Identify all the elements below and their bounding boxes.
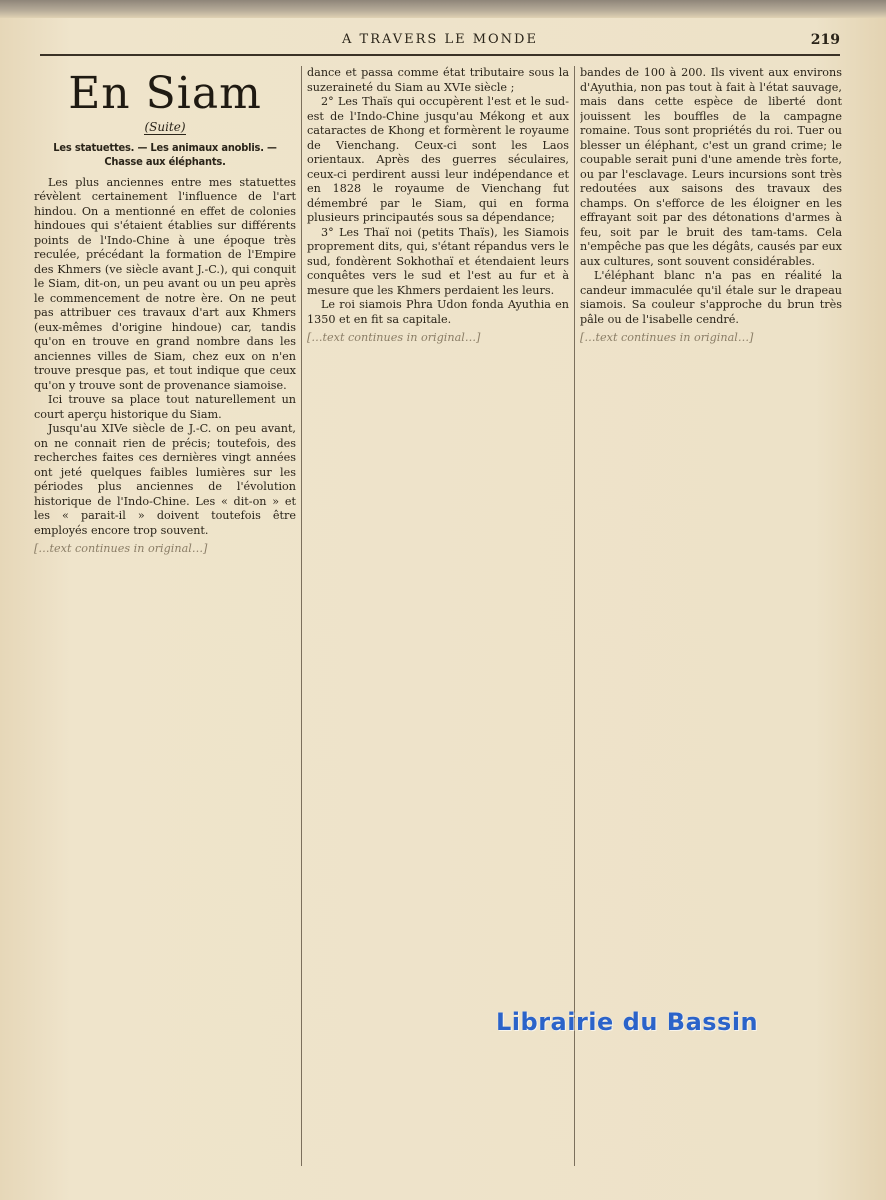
paragraph: Jusqu'au XIVe siècle de J.-C. on peu avant, on ne connait rien de précis; toutefois, des recherches faites ces dernières vingt années ont jeté quelques faibles lumières sur les périodes plus anciennes de l'évolution historique de l'Indo-Chine. Les « dit-on » et les « parait-il » doivent toutefois être employés encore trop souvent. (34, 422, 296, 537)
paragraph-continued: bandes de 100 à 200. Ils vivent aux environs d'Ayuthia, non pas tout à fait à l'état sauvage, mais dans cette espèce de liberté dont jouissent les bouffles de la campagne romaine. Tous sont propriétés du roi. Tuer ou blesser un éléphant, c'est un grand crime; le coupable serait puni d'une amende très forte, ou par l'esclavage. Leurs incursions sont très redoutées aux saisons des travaux des champs. On s'efforce de les éloigner en les effrayant soit par des détonations d'armes à feu, soit par le bruit des tam-tams. Cela n'empêche pas que les dégâts, causés par eux aux cultures, sont souvent considérables. (580, 66, 842, 268)
page-header (40, 30, 840, 56)
page-number: 219 (810, 32, 840, 48)
article-title: En Siam (68, 68, 262, 119)
page-top-edge (0, 0, 886, 18)
article-continuation (34, 120, 296, 135)
continuation-label: (Suite) (144, 120, 186, 134)
column-divider (574, 66, 575, 1166)
column-1 (34, 66, 296, 1176)
watermark: Librairie du Bassin (496, 1008, 759, 1036)
paragraph: Le roi siamois Phra Udon fonda Ayuthia en 1350 et en fit sa capitale. (307, 298, 569, 326)
column-divider (301, 66, 302, 1166)
truncation-note: […text continues in original…] (307, 331, 481, 344)
truncation-note: […text continues in original…] (580, 331, 754, 344)
paragraph: 3° Les Thaï noi (petits Thaïs), les Siamois proprement dits, qui, s'étant répandus vers le sud, fondèrent Sokhothaï et étendaient leurs conquêtes vers le sud et l'est au fur et à mesure que les Khmers perdaient les leurs. (307, 225, 569, 297)
paragraph: L'éléphant blanc n'a pas en réalité la candeur immaculée qu'il étale sur le drapeau siamois. Sa couleur s'approche du brun très pâle ou de l'isabelle cendré. (580, 269, 842, 326)
paragraph-continued: dance et passa comme état tributaire sous la suzeraineté du Siam au XVIe siècle ; (307, 66, 569, 94)
truncation-note: […text continues in original…] (34, 542, 208, 555)
running-title: A TRAVERS LE MONDE (342, 32, 538, 47)
paragraph: Ici trouve sa place tout naturellement un court aperçu historique du Siam. (34, 393, 296, 421)
paragraph: 2° Les Thaïs qui occupèrent l'est et le sud-est de l'Indo-Chine jusqu'au Mékong et aux cataractes de Khong et formèrent le royaume de Vienchang. Ceux-ci sont les Laos orientaux. Après des guerres séculaires, ceux-ci perdirent aussi leur indépendance et en 1828 le royaume de Vienchang fut démembré par le Siam, qui en forma plusieurs principautés sous sa dépendance; (307, 95, 569, 224)
paragraph: Les plus anciennes entre mes statuettes révèlent certainement l'influence de l'art hindou. On a mentionné en effet de colonies hindoues qui s'étaient établies sur différents points de l'Indo-Chine à une époque très reculée, précédant la formation de l'Empire des Khmers (ve siècle avant J.-C.), qui conquit le Siam, dit-on, un peu avant ou un peu après le commencement de notre ère. On ne peut pas attribuer ces travaux d'art aux Khmers (eux-mêmes d'origine hindoue) car, tandis qu'on en trouve en grand nombre dans les anciennes villes de Siam, chez eux on n'en trouve presque pas, et tout indique que ceux qu'on y trouve sont de provenance siamoise. (34, 175, 296, 392)
article-summary: Les statuettes. — Les animaux anoblis. — Chasse aux éléphants. (53, 140, 277, 168)
